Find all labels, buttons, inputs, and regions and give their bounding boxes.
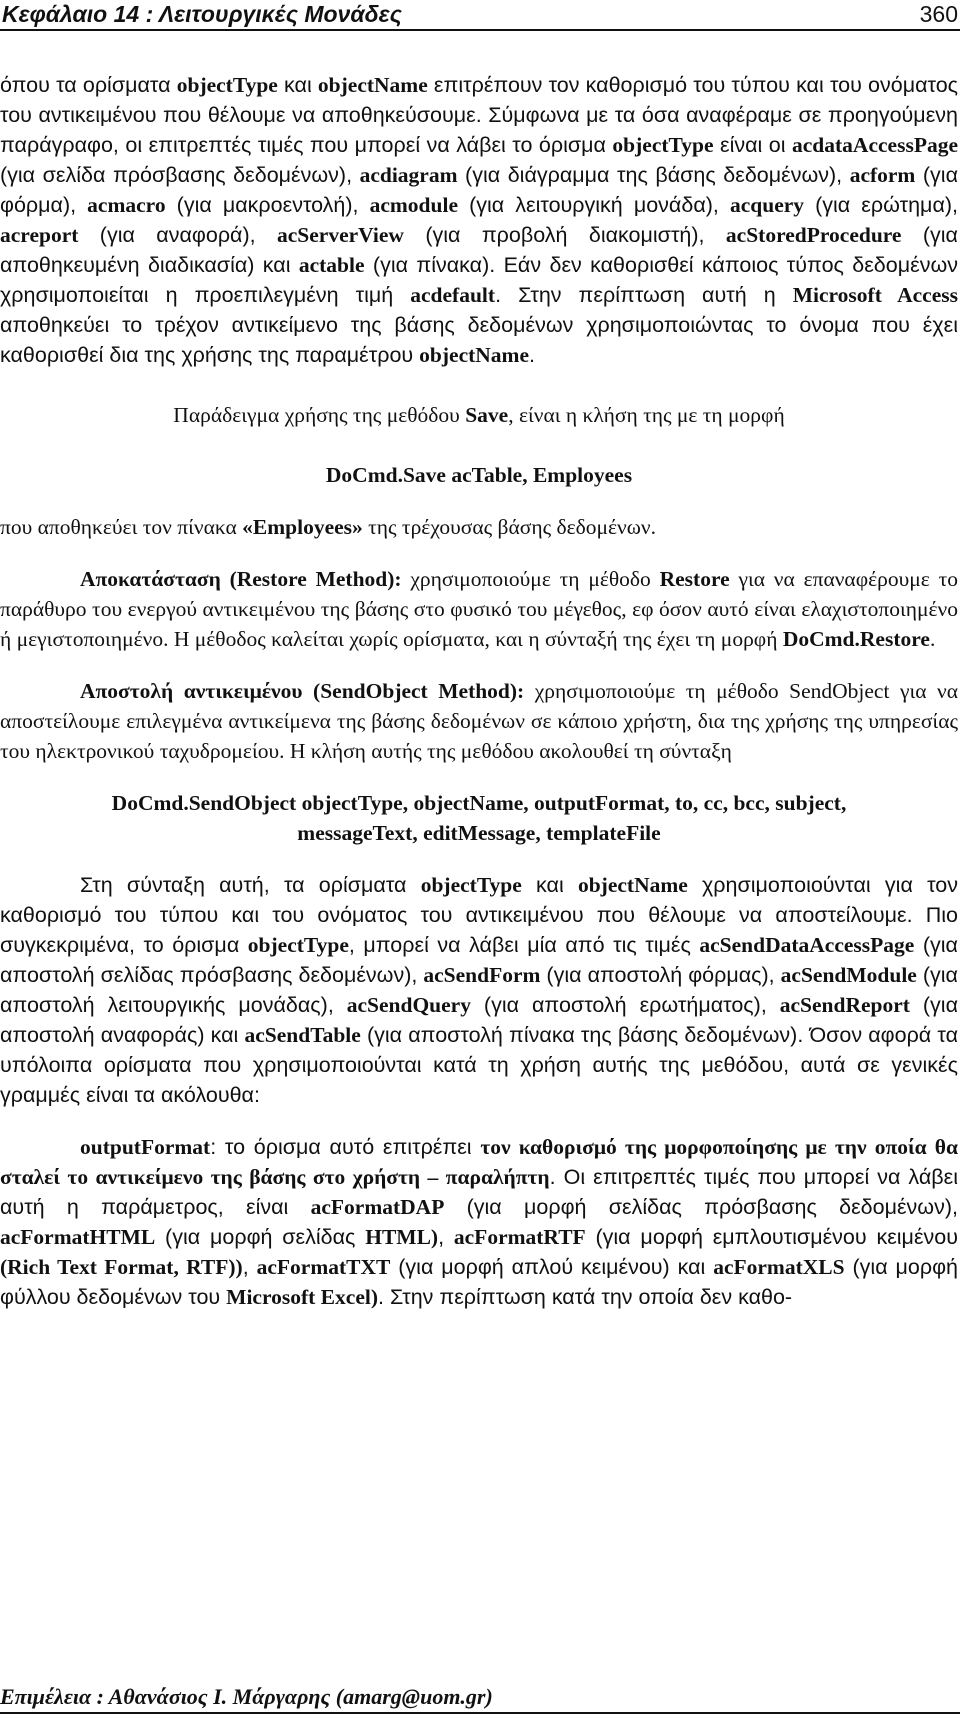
bold-term: Αποστολή αντικειμένου (SendObject Method): — [80, 679, 525, 703]
text-run: (για αποστολή λειτουργικής μονάδας), — [0, 963, 958, 1017]
bold-term: acFormatXLS — [713, 1255, 845, 1279]
bold-term: objectName — [317, 73, 428, 97]
bold-term: acdataAccessPage — [792, 133, 958, 157]
bold-term: (Rich Text Format, RTF)) — [0, 1255, 243, 1279]
text-run: (για πίνακα). Εάν δεν καθορισθεί κάποιος τύπος δεδομένων χρησιμοποιείται η προεπιλεγμένη τιμή — [0, 253, 958, 307]
text-run: χρησιμοποιούμε τη μέθοδο — [401, 567, 660, 591]
bold-term: acform — [849, 163, 916, 187]
text-run: που αποθηκεύει τον πίνακα — [0, 515, 243, 539]
bold-term: τον καθορισμό της μορφοποίησης με την οποία θα σταλεί το αντικείμενο της βάσης στο χρήστη – παραλήπτη — [0, 1135, 958, 1189]
text-run: , είναι η κλήση της με τη μορφή — [508, 403, 785, 427]
text-run: (για μορφή φύλλου δεδομένων του — [0, 1255, 959, 1309]
bold-term: outputFormat — [80, 1135, 211, 1159]
text-run: (για μορφή εμπλουτισμένου κειμένου — [585, 1225, 958, 1249]
bold-term: acSendTable — [244, 1023, 361, 1047]
bold-term: Microsoft Excel) — [226, 1285, 378, 1309]
bold-term: actable — [298, 253, 365, 277]
text-run: και — [521, 873, 578, 897]
paragraph-save-example-desc — [0, 512, 958, 542]
bold-term: DoCmd.Restore — [782, 627, 930, 651]
bold-term: acSendForm — [423, 963, 541, 987]
paragraph-objecttype-values — [0, 70, 958, 370]
bold-term: «Employees» — [242, 515, 363, 539]
text-run: (για αποστολή ερωτήματος), — [470, 993, 780, 1017]
text-run: (για μορφή απλού κειμένου) και — [390, 1255, 714, 1279]
text-run: (για αποστολή σελίδας πρόσβασης δεδομένων), — [0, 933, 958, 987]
text-run: χρησιμοποιούνται για τον καθορισμό του τύπου και του ονόματος του αντικειμένου που θέλουμε να αποστείλουμε. Πιο συγκεκριμένα, το όρισμα — [0, 873, 958, 957]
text-run: : το όρισμα αυτό επιτρέπει — [210, 1135, 481, 1159]
text-run: της τρέχουσας βάσης δεδομένων. — [362, 515, 657, 539]
bold-term: acSendQuery — [346, 993, 471, 1017]
bold-term: acFormatRTF — [453, 1225, 586, 1249]
bold-term: Microsoft Access — [792, 283, 959, 307]
bold-term: acFormatHTML — [0, 1225, 156, 1249]
code-sendobject-line2: messageText, editMessage, templateFile — [297, 821, 661, 845]
bold-term: HTML) — [365, 1225, 439, 1249]
text-run: (για λειτουργική μονάδα), — [458, 193, 730, 217]
bold-term: acmacro — [87, 193, 166, 217]
text-run: (για ερώτημα), — [804, 193, 959, 217]
bold-term: acSendReport — [779, 993, 910, 1017]
text-run: . — [929, 627, 936, 651]
text-run: Στη σύνταξη αυτή, τα ορίσματα — [80, 873, 421, 897]
text-run: επιτρέπουν τον καθορισμό του τύπου και του ονόματος του αντικειμένου που θέλουμε να αποθηκεύσουμε. Σύμφωνα με τα όσα αναφέραμε σε προηγούμενη παράγραφο, οι επιτρεπτές τιμές που μπορεί να λάβει το όρισμα — [0, 73, 959, 157]
code-sendobject-line1: DoCmd.SendObject objectType, objectName, outputFormat, to, cc, bcc, subject, — [111, 791, 847, 815]
text-run: . Στην περίπτωση κατά την οποία δεν καθο- — [378, 1285, 793, 1309]
text-run: χρησιμοποιούμε τη μέθοδο SendObject για να αποστείλουμε επιλεγμένα αντικείμενα της βάσης δεδομένων σε κάποιο χρήστη, δια της χρήσης της υπηρεσίας του ηλεκτρονικού ταχυδρομείου. Η κλήση αυτής της μεθόδου ακολουθεί τη σύνταξη — [0, 679, 958, 763]
paragraph-sendobject-method — [0, 676, 958, 766]
bold-term: acServerView — [277, 223, 404, 247]
document-body — [0, 70, 958, 1312]
bold-term: acdefault — [410, 283, 496, 307]
text-run: , — [438, 1225, 454, 1249]
bold-term: acmodule — [369, 193, 458, 217]
footer-divider — [0, 1712, 960, 1714]
text-run: (για αποστολή αναφοράς) και — [0, 993, 959, 1047]
text-run: (για αποστολή πίνακα της βάσης δεδομένων). Όσον αφορά τα υπόλοιπα ορίσματα που χρησιμοποιούνται κατά τη χρήση αυτής της μεθόδου, αυτά σε γενικές γραμμές είναι τα ακόλουθα: — [0, 1023, 959, 1107]
text-run: αποθηκεύει το τρέχον αντικείμενο της βάσης δεδομένων χρησιμοποιώντας το όνομα που έχει καθορισθεί δια της χρήσης της παραμέτρου — [0, 313, 958, 367]
text-run: (για σελίδα πρόσβασης δεδομένων), — [0, 163, 360, 187]
bold-term: objectType — [420, 873, 522, 897]
text-run: (για αποθηκευμένη διαδικασία) και — [0, 223, 958, 277]
bold-term: acFormatDAP — [310, 1195, 445, 1219]
code-save-example: DoCmd.Save acTable, Employees — [325, 463, 633, 487]
text-run: είναι οι — [713, 133, 793, 157]
paragraph-sendobject-args — [0, 870, 958, 1110]
text-run: (για αναφορά), — [78, 223, 277, 247]
bold-term: Restore — [659, 567, 730, 591]
text-run: (για φόρμα), — [0, 163, 958, 217]
text-run: για να επαναφέρουμε το παράθυρο του ενεργού αντικειμένου της βάσης στο φυσικό του μέγεθος, εφ όσον αυτό είναι ελαχιστοποιημένο ή μεγιστοποιημένο. Η μέθοδος καλείται χωρίς ορίσματα, και η σύνταξή της έχει τη μορφή — [0, 567, 958, 651]
bold-term: acFormatTXT — [256, 1255, 391, 1279]
bold-term: Αποκατάσταση (Restore Method): — [80, 567, 402, 591]
bold-term: objectType — [176, 73, 278, 97]
text-run: και — [277, 73, 318, 97]
text-run: (για αποστολή φόρμας), — [540, 963, 781, 987]
page-number: 360 — [919, 1, 958, 27]
bold-term: Save — [465, 403, 509, 427]
paragraph-outputformat — [0, 1132, 958, 1312]
text-run: (για μακροεντολή), — [165, 193, 370, 217]
bold-term: objectName — [577, 873, 688, 897]
bold-term: objectType — [612, 133, 714, 157]
page-footer: Επιμέλεια : Αθανάσιος Ι. Μάργαρης (amarg@uom.gr) — [0, 1684, 493, 1709]
text-run: . Οι επιτρεπτές τιμές που μπορεί να λάβει αυτή η παράμετρος, είναι — [0, 1165, 958, 1219]
paragraph-save-example-intro — [0, 400, 958, 430]
paragraph-restore-method — [0, 564, 958, 654]
bold-term: acreport — [0, 223, 79, 247]
text-run: . Στην περίπτωση αυτή η — [495, 283, 793, 307]
bold-term: acSendDataAccessPage — [699, 933, 915, 957]
text-run: (για διάγραμμα της βάσης δεδομένων), — [457, 163, 850, 187]
text-run: (για μορφή σελίδας πρόσβασης δεδομένων), — [444, 1195, 958, 1219]
text-run: Παράδειγμα χρήσης της μεθόδου — [173, 403, 466, 427]
bold-term: objectName — [419, 343, 529, 367]
bold-term: objectType — [247, 933, 349, 957]
text-run: (για μορφή σελίδας — [155, 1225, 366, 1249]
bold-term: acdiagram — [359, 163, 458, 187]
bold-term: acStoredProcedure — [725, 223, 902, 247]
header-divider — [0, 29, 960, 31]
text-run: , — [242, 1255, 257, 1279]
text-run: (για προβολή διακομιστή), — [403, 223, 726, 247]
chapter-title: Κεφάλαιο 14 : Λειτουργικές Μονάδες — [2, 1, 402, 27]
text-run: , μπορεί να λάβει μία από τις τιμές — [348, 933, 700, 957]
text-run: όπου τα ορίσματα — [0, 73, 177, 97]
running-header — [0, 0, 960, 30]
bold-term: acSendModule — [780, 963, 917, 987]
text-run: . — [529, 343, 535, 367]
bold-term: acquery — [729, 193, 805, 217]
